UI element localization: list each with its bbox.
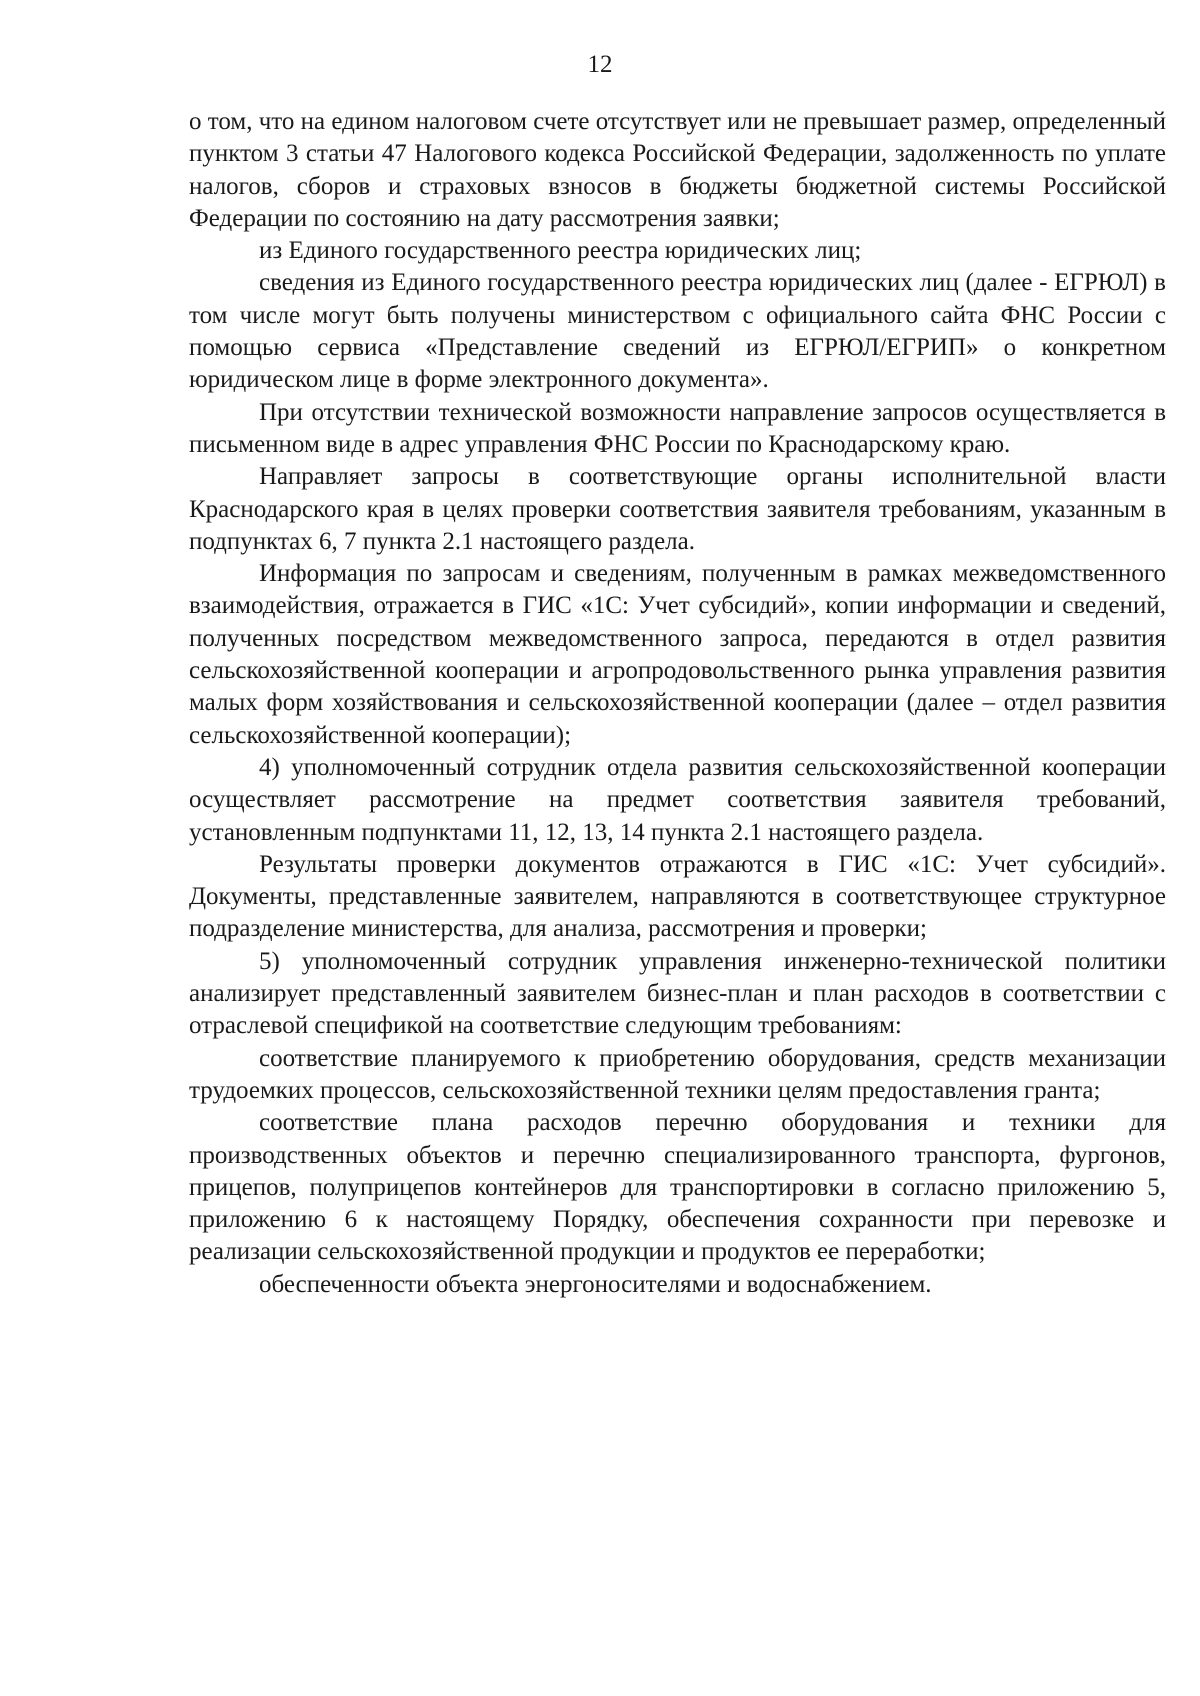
paragraph-regional-requests: Направляет запросы в соответствующие органы исполнительной власти Краснодарского края в целях проверки соответствия заявителя требованиям, указанным в подпунктах 6, 7 пункта 2.1 настоящего раздела. [189, 463, 1166, 555]
paragraph-egrul-info: сведения из Единого государственного реестра юридических лиц (далее - ЕГРЮЛ) в том числе могут быть получены министерством с официального сайта ФНС России с помощью сервиса «Представление сведений из ЕГРЮЛ/ЕГРИП» о конкретном юридическом лице в форме электронного документа». [189, 269, 1166, 394]
paragraph-energy-supply: обеспеченности объекта энергоносителями и водоснабжением. [259, 1270, 932, 1298]
paragraph-interagency-info: Информация по запросам и сведениям, полученным в рамках межведомственного взаимодействия, отражается в ГИС «1С: Учет субсидий», копии информации и сведений, полученных посредством межведомственного запроса, передаются в отдел развития сельскохозяйственной кооперации и агропродовольственного рынка управления развития малых форм хозяйствования и сельскохозяйственной кооперации (далее – отдел развития сельскохозяйственной кооперации); [189, 560, 1166, 749]
paragraph-equipment-compliance: соответствие планируемого к приобретению оборудования, средств механизации трудоемких процессов, сельскохозяйственной техники целям предоставления гранта; [189, 1044, 1166, 1104]
paragraph-check-results: Результаты проверки документов отражаются в ГИС «1С: Учет субсидий». Документы, представленные заявителем, направляются в соответствующее структурное подразделение министерства, для анализа, рассмотрения и проверки; [189, 850, 1166, 943]
paragraph-item-4: 4) уполномоченный сотрудник отдела развития сельскохозяйственной кооперации осуществляет рассмотрение на предмет соответствия заявителя требований, установленным подпунктами 11, 12, 13, 14 пункта 2.1 настоящего раздела. [189, 753, 1166, 846]
paragraph-tax-debt: о том, что на едином налоговом счете отсутствует или не превышает размер, определенный пунктом 3 статьи 47 Налогового кодекса Российской Федерации, задолженность по уплате налогов, сборов и страховых взносов в бюджеты бюджетной системы Российской Федерации по состоянию на дату рассмотрения заявки; [189, 108, 1166, 232]
paragraph-item-5: 5) уполномоченный сотрудник управления инженерно-технической политики анализирует представленный заявителем бизнес-план и план расходов в соответствии с отраслевой спецификой на соответствие следующим требованиям: [189, 947, 1166, 1040]
paragraph-expense-plan-compliance: соответствие плана расходов перечню оборудования и техники для производственных объектов и перечню специализированного транспорта, фургонов, прицепов, полуприцепов контейнеров для транспортировки в согласно приложению 5, приложению 6 к настоящему Порядку, обеспечения сохранности при перевозке и реализации сельскохозяйственной продукции и продуктов ее переработки; [189, 1109, 1166, 1266]
page-number: 12 [587, 51, 613, 78]
document-body [189, 106, 1166, 1301]
paragraph-written-requests: При отсутствии технической возможности направление запросов осуществляется в письменном виде в адрес управления ФНС России по Краснодарскому краю. [189, 398, 1166, 458]
paragraph-egrul-source: из Единого государственного реестра юридических лиц; [259, 237, 862, 265]
